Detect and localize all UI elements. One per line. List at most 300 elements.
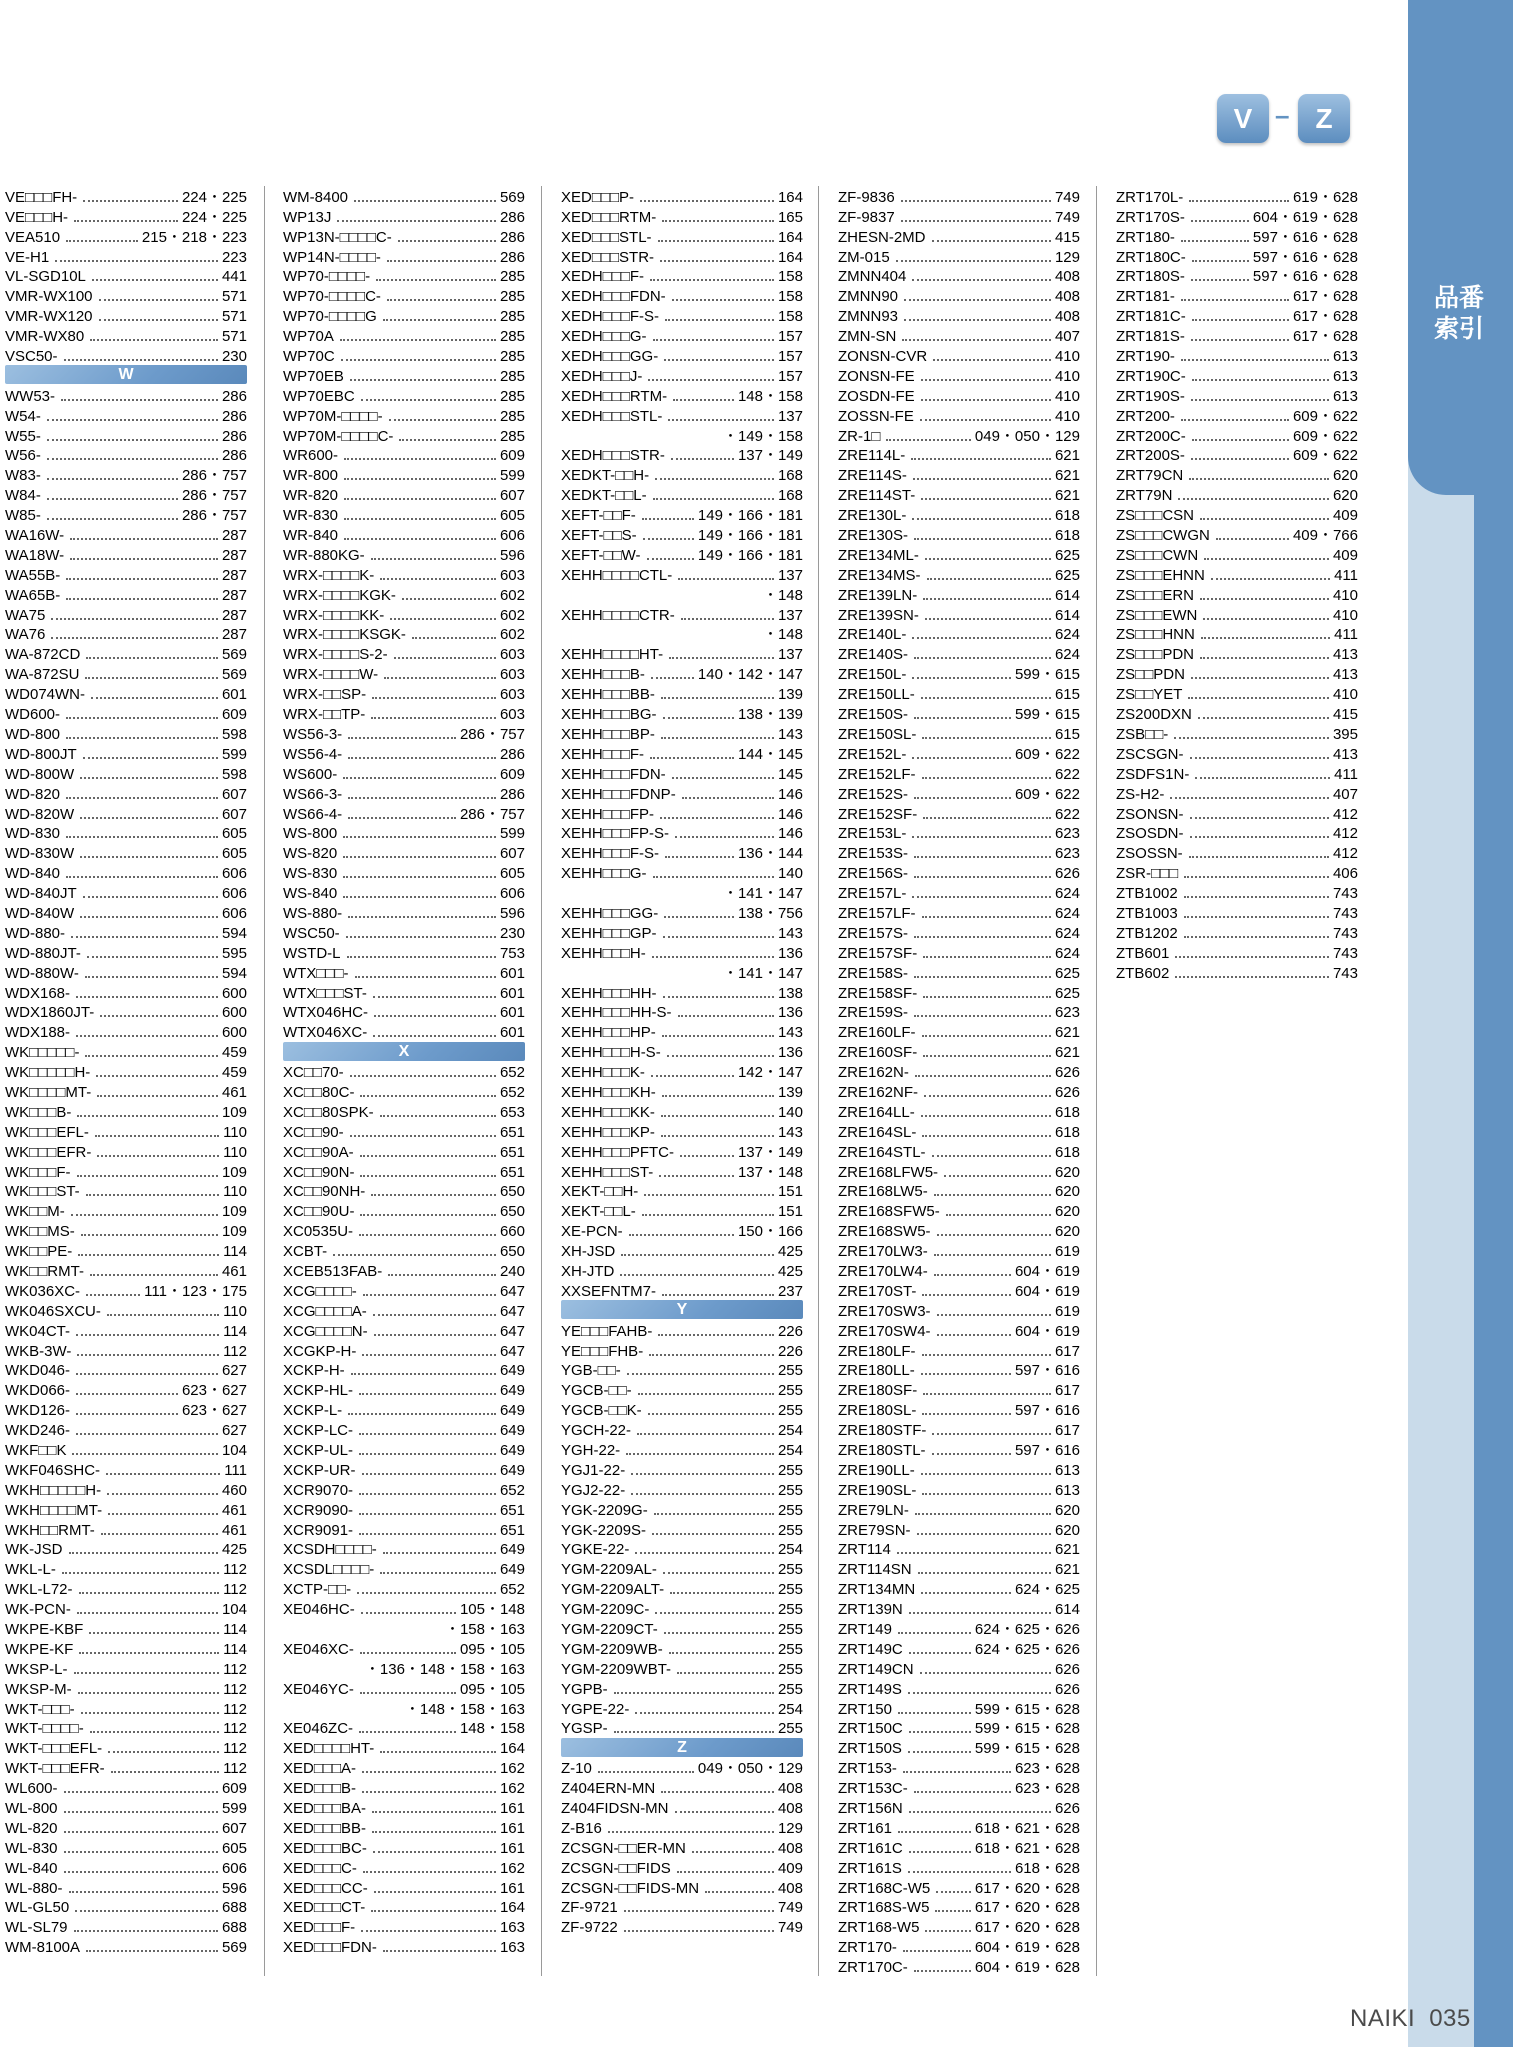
model-code: ZRE168SW5-: [838, 1223, 931, 1241]
index-entry: [5, 1141, 247, 1161]
index-entry: [283, 862, 525, 882]
page-refs: 598: [221, 725, 247, 743]
index-entry: [5, 1737, 247, 1757]
page-refs: 441: [221, 268, 247, 286]
page-refs: 137: [777, 407, 803, 425]
model-code: ZRT170-: [838, 1939, 897, 1957]
page-refs: 623・627: [181, 1382, 247, 1400]
leader-dots: [90, 1274, 218, 1276]
model-code: WD074WN-: [5, 686, 86, 704]
index-entry: [5, 1479, 247, 1499]
model-code: WP70M-□□□□-: [283, 407, 383, 425]
model-code: ZS-H2-: [1116, 785, 1165, 803]
leader-dots: [898, 1831, 971, 1833]
model-code: WKT-□□□EFL-: [5, 1740, 103, 1758]
leader-dots: [108, 1513, 218, 1515]
leader-dots: [903, 1771, 1011, 1773]
index-entry: [1116, 882, 1358, 902]
leader-dots: [74, 220, 178, 222]
index-entry: [838, 544, 1080, 564]
side-index-tab: [1408, 0, 1513, 2047]
page-refs: 285: [499, 387, 525, 405]
leader-dots: [922, 1493, 1051, 1495]
page-refs: 647: [499, 1322, 525, 1340]
model-code: XEHH□□□KP-: [561, 1123, 655, 1141]
model-code: XED□□□BA-: [283, 1800, 367, 1818]
index-column-1: [5, 186, 247, 1956]
leader-dots: [1184, 916, 1329, 918]
page-refs: 138・139: [737, 706, 803, 724]
index-entry: [838, 405, 1080, 425]
index-entry: [561, 1558, 803, 1578]
page-refs: 104: [221, 1442, 247, 1459]
model-code: YGCB-□□-: [561, 1382, 632, 1400]
page-refs: 651: [499, 1123, 525, 1141]
page-refs: 408: [777, 1879, 803, 1897]
leader-dots: [1216, 538, 1289, 540]
index-entry: [838, 1161, 1080, 1181]
index-entry: [5, 1061, 247, 1081]
model-code: XCSDH□□□□-: [283, 1541, 377, 1559]
index-entry: [561, 1499, 803, 1519]
page-refs: 649: [499, 1442, 525, 1459]
leader-dots: [677, 1672, 774, 1674]
page-refs: 650: [499, 1183, 525, 1201]
leader-dots: [1191, 399, 1329, 401]
leader-dots: [64, 1791, 218, 1793]
page-refs: 624: [1054, 904, 1080, 922]
index-entry: [1116, 345, 1358, 365]
index-entry: [5, 1320, 247, 1340]
page-refs: 255: [777, 1362, 803, 1380]
leader-dots: [348, 1413, 496, 1415]
leader-dots: [97, 1155, 219, 1157]
index-entry: [838, 1300, 1080, 1320]
page-refs: 620: [1054, 1501, 1080, 1519]
leader-dots: [1200, 657, 1329, 659]
leader-dots: [372, 1831, 496, 1833]
index-entry: [838, 1379, 1080, 1399]
page-refs: 625: [1054, 566, 1080, 584]
leader-dots: [654, 1513, 774, 1515]
model-code: YGPB-: [561, 1680, 608, 1698]
leader-dots: [373, 1314, 496, 1316]
page-refs: 224・225: [181, 188, 247, 206]
index-entry: [838, 484, 1080, 504]
index-entry: [838, 266, 1080, 286]
page-refs: 569: [221, 1939, 247, 1957]
page-refs: 112: [223, 1700, 247, 1718]
leader-dots: [678, 1015, 774, 1017]
leader-dots: [912, 677, 1011, 679]
page-refs: 157: [777, 328, 803, 346]
page-refs: 571: [221, 308, 247, 326]
leader-dots: [1192, 319, 1289, 321]
page-refs: 411: [1334, 566, 1358, 584]
leader-dots: [359, 1731, 456, 1733]
model-code: WKD126-: [5, 1402, 71, 1420]
index-entry: [1116, 186, 1358, 206]
page-refs: 143: [777, 924, 803, 942]
leader-dots: [106, 1473, 220, 1475]
leader-dots: [922, 1413, 1011, 1415]
model-code: ZRE157SF-: [838, 944, 918, 962]
index-entry: [5, 1857, 247, 1877]
model-code: WL-GL50: [5, 1899, 70, 1917]
page-refs: 605: [221, 1839, 247, 1857]
leader-dots: [658, 1334, 774, 1336]
page-refs: 605: [499, 865, 525, 883]
model-code: WKD046-: [5, 1362, 71, 1380]
model-code: ZRE180LL-: [838, 1362, 915, 1380]
page-refs: 597・616・628: [1252, 248, 1358, 266]
model-code: XEHH□□□BP-: [561, 725, 655, 743]
page-refs: ・141・147: [722, 885, 803, 903]
page-refs: 151: [777, 1183, 803, 1201]
index-entry: [561, 1141, 803, 1161]
index-entry: [5, 1638, 247, 1658]
model-code: WD-840: [5, 865, 61, 883]
leader-dots: [647, 558, 694, 560]
leader-dots: [909, 1612, 1051, 1614]
index-entry: [838, 206, 1080, 226]
page-refs: 599・615・628: [974, 1740, 1080, 1758]
index-entry: [5, 1399, 247, 1419]
model-code: XEHH□□□G-: [561, 865, 647, 883]
leader-dots: [933, 359, 1051, 361]
page-refs: ・141・147: [722, 964, 803, 982]
index-entry: [283, 1578, 525, 1598]
page-refs: 109: [221, 1203, 247, 1221]
index-entry: [5, 1021, 247, 1041]
index-entry: [838, 1558, 1080, 1578]
model-code: ZRT190S-: [1116, 387, 1185, 405]
model-code: WRX-□□□□K-: [283, 566, 375, 584]
index-entry: [283, 1916, 525, 1936]
leader-dots: [659, 1175, 734, 1177]
leader-dots: [663, 717, 734, 719]
model-code: VMR-WX120: [5, 308, 93, 326]
leader-dots: [672, 299, 774, 301]
index-entry: [5, 1877, 247, 1897]
model-code: YGPE-22-: [561, 1700, 630, 1718]
index-entry: [838, 1439, 1080, 1459]
index-entry: [561, 1897, 803, 1917]
leader-dots: [1200, 598, 1329, 600]
model-code: ZRE153S-: [838, 845, 909, 863]
page-refs: ・149・158: [722, 427, 803, 445]
page-refs: 461: [221, 1501, 247, 1519]
index-entry: [5, 1519, 247, 1539]
leader-dots: [925, 558, 1051, 560]
leader-dots: [932, 1433, 1051, 1435]
leader-dots: [380, 578, 496, 580]
index-entry: [838, 1737, 1080, 1757]
model-code: WD-880JT-: [5, 944, 81, 962]
leader-dots: [350, 1075, 496, 1077]
leader-dots: [78, 1254, 219, 1256]
index-entry: [283, 1200, 525, 1220]
page-refs: 614: [1054, 606, 1080, 624]
index-entry: [838, 1857, 1080, 1877]
model-code: XE046XC-: [283, 1640, 354, 1658]
model-code: WKPE-KBF: [5, 1621, 84, 1639]
model-code: ZRT170L-: [1116, 188, 1184, 206]
model-code: WD600-: [5, 706, 61, 724]
page-refs: 618: [1054, 1143, 1080, 1161]
leader-dots: [678, 578, 774, 580]
model-code: ZRE162N-: [838, 1064, 909, 1082]
leader-dots: [371, 558, 496, 560]
page-refs: 617・628: [1292, 288, 1358, 306]
index-entry: [283, 703, 525, 723]
model-code: XCR9091-: [283, 1521, 354, 1539]
page-refs: 412: [1332, 825, 1358, 843]
leader-dots: [77, 1115, 218, 1117]
page-refs: 604・619・628: [974, 1939, 1080, 1957]
model-code: ZRE150LL-: [838, 686, 915, 704]
index-entry: [838, 1499, 1080, 1519]
index-entry: [5, 1578, 247, 1598]
leader-dots: [914, 538, 1051, 540]
index-entry: [1116, 425, 1358, 445]
leader-dots: [651, 1075, 734, 1077]
model-code: ZS□□□EHNN: [1116, 566, 1205, 584]
model-code: WK□□□□□-: [5, 1044, 80, 1062]
page-refs: 623: [1054, 1004, 1080, 1022]
page-refs: 622: [1054, 765, 1080, 783]
page-refs: 618・621・628: [974, 1819, 1080, 1837]
model-code: XEHH□□□PFTC-: [561, 1143, 675, 1161]
model-code: ZONSN-CVR: [838, 348, 928, 366]
model-code: YGM-2209ALT-: [561, 1581, 665, 1599]
page-refs: 571: [221, 288, 247, 306]
page-refs: 112: [223, 1740, 247, 1758]
model-code: YGB-□□-: [561, 1362, 621, 1380]
index-entry: [1116, 604, 1358, 624]
index-entry: [5, 206, 247, 226]
page-refs: 140・142・147: [697, 666, 803, 684]
model-code: ZRT150C: [838, 1720, 903, 1738]
model-code: WM-8100A: [5, 1939, 81, 1957]
page-refs: 129: [1054, 248, 1080, 266]
model-code: ZRT170S-: [1116, 208, 1185, 226]
index-entry: [5, 1101, 247, 1121]
model-code: XED□□□FDN-: [283, 1939, 377, 1957]
model-code: WK□□RMT-: [5, 1262, 84, 1280]
index-entry: [561, 643, 803, 663]
leader-dots: [1184, 896, 1329, 898]
leader-dots: [357, 1592, 496, 1594]
model-code: XCKP-UL-: [283, 1442, 354, 1459]
page-refs: 606: [221, 885, 247, 903]
index-entry: [5, 305, 247, 325]
index-entry: [5, 1459, 247, 1479]
page-refs: 287: [221, 626, 247, 644]
leader-dots: [908, 1692, 1051, 1694]
index-entry: [838, 1837, 1080, 1857]
leader-dots: [932, 240, 1051, 242]
leader-dots: [87, 956, 218, 958]
leader-dots: [631, 1473, 774, 1475]
index-entry: [838, 982, 1080, 1002]
leader-dots: [608, 1831, 774, 1833]
page-refs: 621: [1054, 1561, 1080, 1579]
page-refs: 109: [221, 1223, 247, 1241]
index-entry: [5, 882, 247, 902]
leader-dots: [922, 1354, 1051, 1356]
page-refs: 114: [223, 1243, 247, 1261]
leader-dots: [914, 1791, 1011, 1793]
leader-dots: [1191, 279, 1249, 281]
leader-dots: [909, 1731, 971, 1733]
leader-dots: [1211, 578, 1330, 580]
model-code: XEHH□□□FP-S-: [561, 825, 670, 843]
section-letter: Z: [561, 1738, 803, 1757]
column-divider: [1096, 186, 1097, 1976]
page-refs: 409: [1332, 507, 1358, 525]
index-entry: [838, 584, 1080, 604]
page-refs: 602: [499, 626, 525, 644]
model-code: WK046SXCU-: [5, 1302, 101, 1320]
model-code: XEHH□□□KH-: [561, 1083, 656, 1101]
leader-dots: [85, 677, 218, 679]
model-code: WK□□□F-: [5, 1163, 71, 1181]
leader-dots: [361, 399, 496, 401]
leader-dots: [359, 1234, 496, 1236]
index-entry: [838, 1340, 1080, 1360]
model-code: WA18W-: [5, 546, 65, 564]
index-entry: [1116, 823, 1358, 843]
page-refs: 408: [777, 1780, 803, 1798]
model-code: YGJ2-22-: [561, 1481, 626, 1499]
index-entry: [5, 186, 247, 206]
index-entry: [283, 982, 525, 1002]
index-entry: [838, 1121, 1080, 1141]
leader-dots: [83, 757, 218, 759]
index-entry: [838, 186, 1080, 206]
leader-dots: [662, 220, 774, 222]
leader-dots: [912, 637, 1051, 639]
model-code: WD-800: [5, 725, 61, 743]
leader-dots: [908, 1871, 1011, 1873]
leader-dots: [922, 737, 1051, 739]
model-code: XEHH□□□H-: [561, 944, 646, 962]
index-entry: [283, 1340, 525, 1360]
leader-dots: [620, 1274, 774, 1276]
page-refs: 415: [1332, 706, 1358, 724]
page-refs: 597・616・628: [1252, 228, 1358, 246]
model-code: ZRT190-: [1116, 348, 1175, 366]
page-refs: ・158・163: [444, 1621, 525, 1639]
index-entry: [838, 1757, 1080, 1777]
leader-dots: [662, 1294, 774, 1296]
index-entry: [5, 1936, 247, 1956]
page-refs: 157: [777, 348, 803, 366]
index-entry: [838, 1081, 1080, 1101]
leader-dots: [390, 618, 496, 620]
model-code: XE046YC-: [283, 1680, 354, 1698]
page-refs: 618: [1054, 1123, 1080, 1141]
leader-dots: [1191, 339, 1289, 341]
model-code: ZRT161: [838, 1819, 892, 1837]
model-code: ZRE190LL-: [838, 1461, 915, 1479]
model-code: WP70C: [283, 348, 335, 366]
index-entry: [5, 942, 247, 962]
leader-dots: [344, 478, 496, 480]
model-code: ZRE162NF-: [838, 1083, 919, 1101]
leader-dots: [92, 279, 218, 281]
page-refs: 255: [777, 1461, 803, 1479]
model-code: ZRE152S-: [838, 785, 909, 803]
index-entry: [283, 1101, 525, 1121]
model-code: ZRT114: [838, 1541, 891, 1559]
index-entry: [561, 1916, 803, 1936]
page-refs: 164: [499, 1740, 525, 1758]
index-entry: [283, 464, 525, 484]
leader-dots: [914, 797, 1011, 799]
model-code: XE046HC-: [283, 1601, 355, 1619]
page-refs: 137・149: [737, 447, 803, 465]
page-refs: 626: [1054, 1800, 1080, 1818]
leader-dots: [77, 1612, 218, 1614]
model-code: ZF-9721: [561, 1899, 618, 1917]
index-entry: [838, 763, 1080, 783]
index-entry: [283, 1479, 525, 1499]
page-refs: 626: [1054, 1064, 1080, 1082]
model-code: WKPE-KF: [5, 1640, 74, 1658]
index-entry: [1116, 703, 1358, 723]
page-refs: 652: [499, 1083, 525, 1101]
page-refs: 743: [1332, 924, 1358, 942]
model-code: ZRE114S-: [838, 467, 907, 485]
page-refs: 609・622: [1014, 745, 1080, 763]
page-refs: 460: [221, 1481, 247, 1499]
index-entry: [5, 385, 247, 405]
page-refs: 168: [777, 487, 803, 505]
model-code: WK036XC-: [5, 1282, 81, 1300]
leader-dots: [914, 657, 1051, 659]
model-code: YGM-2209AL-: [561, 1561, 657, 1579]
index-entry: [838, 962, 1080, 982]
leader-dots: [937, 1334, 1011, 1336]
leader-dots: [922, 1294, 1011, 1296]
leader-dots: [399, 439, 496, 441]
index-entry: [283, 1897, 525, 1917]
leader-dots: [373, 1851, 496, 1853]
page-refs: 607: [221, 805, 247, 823]
index-entry: [5, 445, 247, 465]
model-code: WRX-□□□□W-: [283, 666, 379, 684]
index-entry: [838, 1936, 1080, 1956]
index-entry: [283, 1757, 525, 1777]
leader-dots: [648, 1413, 774, 1415]
model-code: XCR9090-: [283, 1501, 354, 1519]
page-refs: 255: [777, 1601, 803, 1619]
leader-dots: [81, 1234, 218, 1236]
model-code: XEHH□□□K-: [561, 1064, 645, 1082]
section-header: [561, 1737, 803, 1757]
index-entry: [838, 823, 1080, 843]
page-refs: 603: [499, 686, 525, 704]
page-refs: 607: [221, 1819, 247, 1837]
model-code: WKT-□□□-: [5, 1700, 75, 1718]
index-entry: [5, 862, 247, 882]
page-refs: 609・622: [1292, 407, 1358, 425]
page-refs: 614: [1054, 586, 1080, 604]
index-entry: [561, 942, 803, 962]
leader-dots: [923, 1055, 1051, 1057]
